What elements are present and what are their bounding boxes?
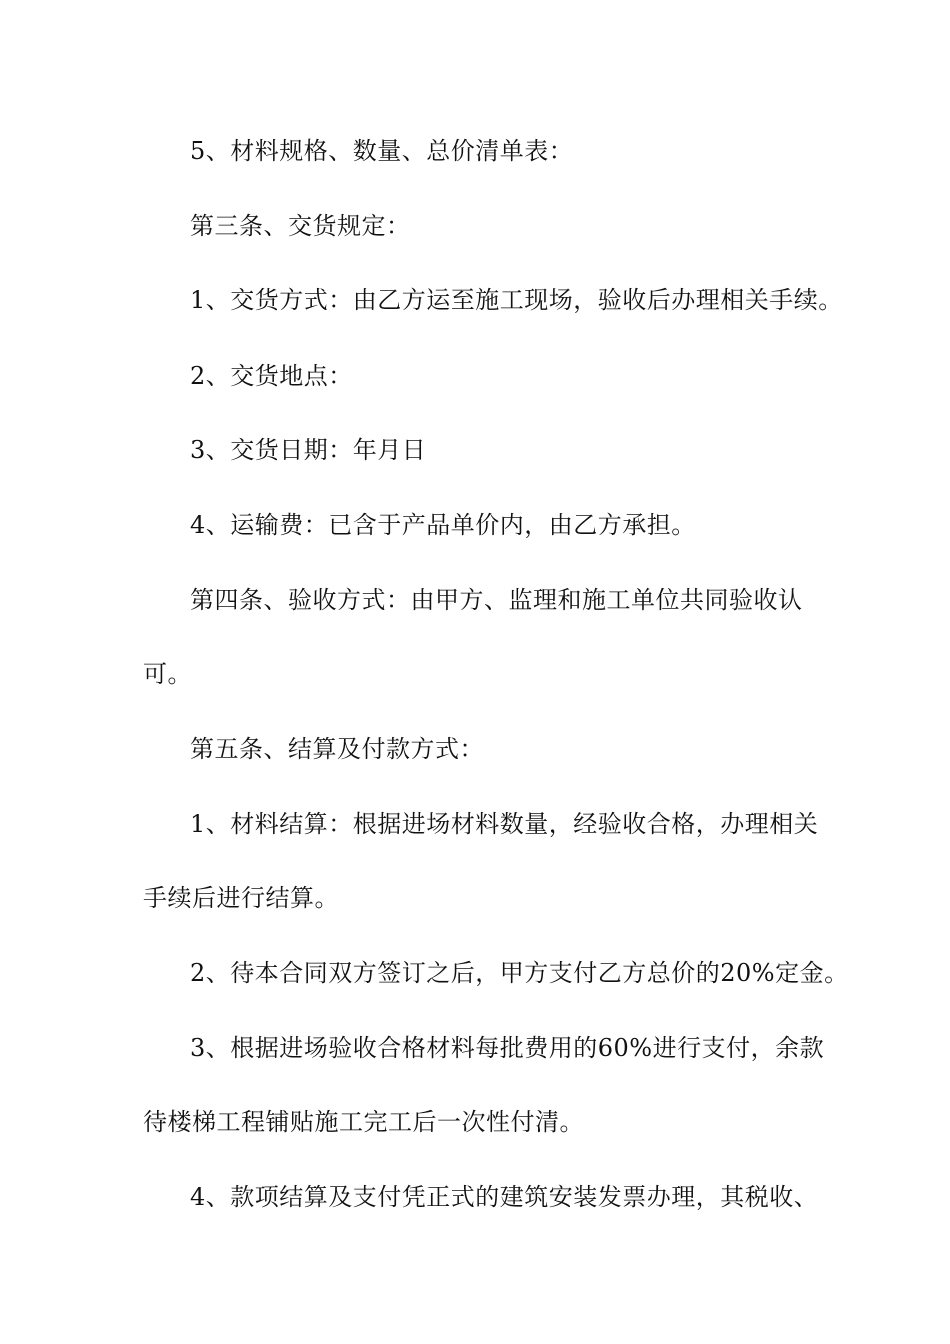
delivery-method-line: 1、交货方式：由乙方运至施工现场，验收后办理相关手续。: [190, 286, 843, 314]
article-three-heading: 第三条、交货规定：: [190, 212, 411, 240]
deposit-line: 2、待本合同双方签订之后，甲方支付乙方总价的20%定金。: [190, 959, 849, 987]
material-spec-list-line: 5、材料规格、数量、总价清单表：: [190, 137, 574, 165]
payment-line: 3、根据进场验收合格材料每批费用的60%进行支付，余款: [190, 1034, 825, 1062]
delivery-date-line: 3、交货日期：年月日: [190, 436, 427, 464]
article-four-line: 第四条、验收方式：由甲方、监理和施工单位共同验收认: [190, 586, 803, 614]
delivery-location-line: 2、交货地点：: [190, 362, 353, 390]
settlement-continuation: 手续后进行结算。: [143, 884, 339, 912]
settlement-line: 1、材料结算：根据进场材料数量，经验收合格，办理相关: [190, 810, 819, 838]
invoice-line: 4、款项结算及支付凭正式的建筑安装发票办理，其税收、: [190, 1183, 819, 1211]
article-five-heading: 第五条、结算及付款方式：: [190, 735, 484, 763]
article-four-continuation: 可。: [143, 660, 192, 688]
freight-line: 4、运输费：已含于产品单价内，由乙方承担。: [190, 511, 696, 539]
payment-continuation: 待楼梯工程铺贴施工完工后一次性付清。: [143, 1108, 584, 1136]
